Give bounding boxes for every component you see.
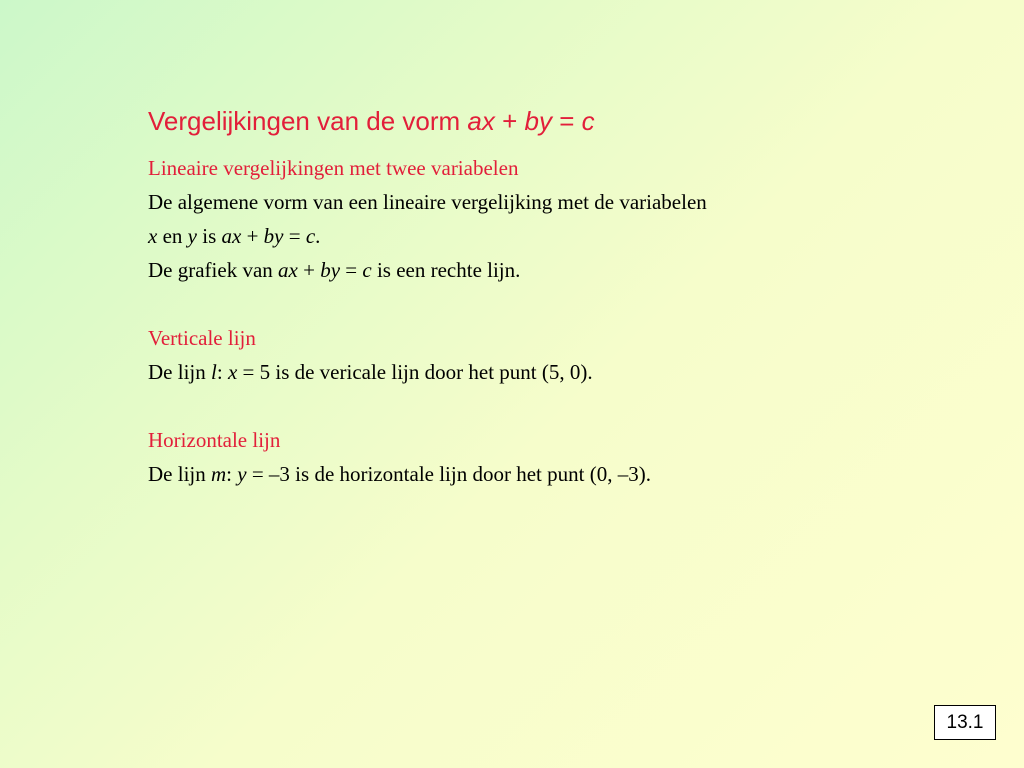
linear-line-3	[148, 253, 948, 287]
term-c: c	[362, 258, 372, 282]
term-by: by	[263, 224, 284, 248]
horizontal-description: = –3 is de horizontale lijn door het punt (0, –3).	[246, 462, 651, 486]
word-is: is	[196, 224, 222, 248]
linear-line-1: De algemene vorm van een lineaire vergelijking met de variabelen	[148, 190, 707, 214]
horizontal-line	[148, 457, 948, 491]
line-name-l: l	[211, 360, 217, 384]
var-x: x	[148, 224, 158, 248]
colon: :	[226, 462, 238, 486]
op-plus: +	[297, 258, 321, 282]
vertical-description: = 5 is de vericale lijn door het punt (5, 0).	[237, 360, 593, 384]
period: .	[315, 224, 321, 248]
title-formula-eq: =	[551, 106, 582, 136]
graph-conclusion: is een rechte lijn.	[371, 258, 521, 282]
line-name-m: m	[211, 462, 227, 486]
linear-line-2	[148, 219, 948, 253]
vertical-heading: Verticale lijn	[148, 326, 256, 350]
term-ax: ax	[278, 258, 298, 282]
term-by: by	[320, 258, 341, 282]
op-plus: +	[241, 224, 264, 248]
op-eq: =	[340, 258, 363, 282]
graph-intro: De grafiek van	[148, 258, 279, 282]
title-text: Vergelijkingen van de vorm	[148, 106, 468, 136]
title-formula-ax: ax	[467, 106, 495, 136]
op-eq: =	[283, 224, 306, 248]
linear-heading: Lineaire vergelijkingen met twee variabelen	[148, 156, 519, 180]
horizontal-heading: Horizontale lijn	[148, 428, 281, 452]
word-en: en	[157, 224, 188, 248]
title-formula-c: c	[581, 106, 595, 136]
spacer	[148, 389, 948, 423]
title-formula-by: by	[524, 106, 552, 136]
title-formula-plus: +	[494, 106, 525, 136]
line-intro: De lijn	[148, 360, 211, 384]
slide-content	[148, 151, 948, 491]
colon: :	[216, 360, 228, 384]
term-ax: ax	[221, 224, 242, 248]
term-c: c	[305, 224, 316, 248]
page-number-badge: 13.1	[934, 705, 996, 740]
spacer	[148, 287, 948, 321]
var-y: y	[237, 462, 247, 486]
var-x: x	[227, 360, 238, 384]
var-y: y	[187, 224, 197, 248]
line-intro: De lijn	[148, 462, 211, 486]
vertical-line	[148, 355, 948, 389]
slide-title	[148, 103, 595, 139]
